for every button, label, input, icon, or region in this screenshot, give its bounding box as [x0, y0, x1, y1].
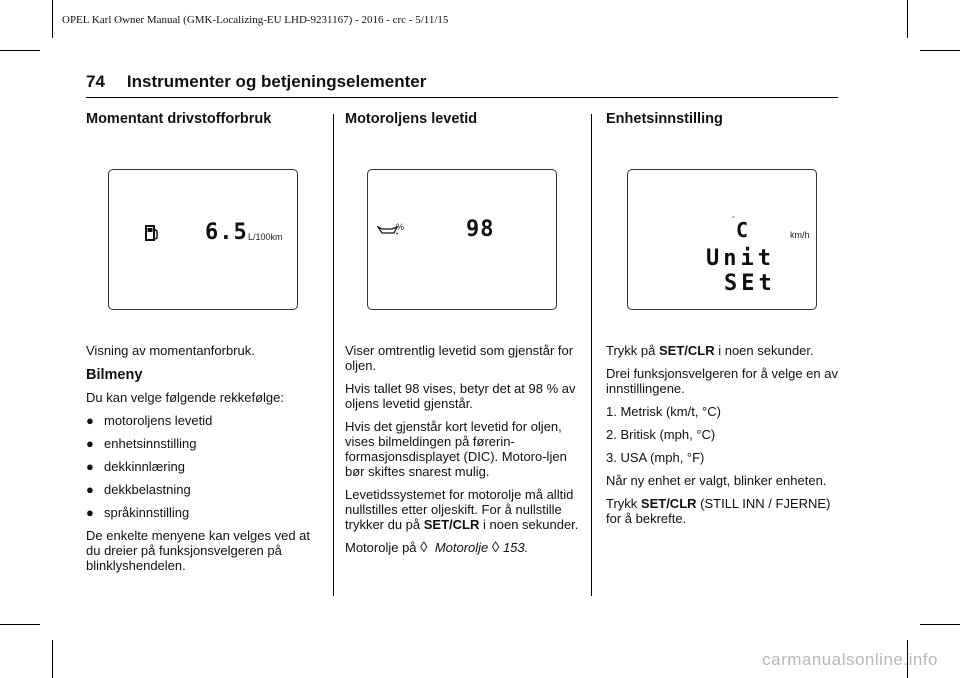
page-heading	[86, 72, 426, 92]
bullet-icon: ●	[86, 505, 94, 520]
page-number: 74	[86, 72, 105, 91]
section-title: Enhetsinnstilling	[606, 111, 723, 127]
section-title: Motoroljens levetid	[345, 111, 478, 127]
column-unit-setting	[606, 110, 844, 128]
display-line1: Unit	[706, 246, 775, 271]
speed-unit: km/h	[790, 230, 810, 240]
bullet-icon: ●	[86, 413, 94, 428]
list-item: ● motoroljens levetid	[86, 413, 213, 428]
subsection-title: Bilmeny	[86, 367, 143, 383]
caption: Visning av momentanforbruk.	[86, 343, 255, 358]
display-line2: SEt	[724, 271, 776, 296]
list-item: ● språkinnstilling	[86, 505, 190, 520]
list-item: ● enhetsinnstilling	[86, 436, 197, 451]
key-label: SET/CLR	[423, 517, 480, 532]
crop-mark	[52, 640, 53, 678]
paragraph: Levetidssystemet for motorolje må alltid nullstilles etter oljeskift. For å nullstille trykker du på SET/CLR i noen sekunder.	[345, 487, 579, 532]
degree-sign: °	[732, 216, 735, 223]
list-item: ● dekkinnlæring	[86, 459, 185, 474]
paragraph: Trykk på SET/CLR i noen sekunder.	[606, 343, 814, 358]
watermark: carmanualsonline.info	[762, 650, 938, 669]
column-fuel-consumption	[86, 110, 324, 128]
cross-reference: Motorolje på ◊ Motorolje ◊ 153.	[345, 539, 529, 556]
option-item: 3. USA (mph, °F)	[606, 450, 705, 465]
intro-text: Du kan velge følgende rekkefølge:	[86, 390, 284, 405]
crop-mark	[0, 50, 40, 51]
fuel-value: 6.5	[205, 220, 248, 245]
column-divider	[591, 114, 592, 596]
paragraph: Viser omtrentlig levetid som gjenstår for oljen.	[345, 343, 574, 373]
fuel-display-illustration	[108, 169, 298, 310]
oil-life-value: 98	[466, 217, 495, 242]
fuel-pump-icon	[145, 224, 159, 242]
crop-mark	[920, 624, 960, 625]
key-label: SET/CLR	[658, 343, 715, 358]
reference-page[interactable]: 153	[502, 540, 525, 555]
percent-sign: %	[396, 222, 405, 232]
bullet-icon: ●	[86, 459, 94, 474]
column-unit-text	[606, 343, 842, 534]
unit-display-illustration	[627, 169, 817, 310]
crop-mark	[52, 0, 53, 38]
reference-icon: ◊	[491, 539, 500, 556]
paragraph: Hvis det gjenstår kort levetid for oljen, vises bilmeldingen på førerin-formasjonsdisplayet (DIC). Motoro-ljen bør skiftes snarest mulig.	[345, 419, 567, 479]
paragraph: Når ny enhet er valgt, blinker enheten.	[606, 473, 827, 488]
section-title: Momentant drivstofforbruk	[86, 111, 272, 127]
column-fuel-text	[86, 343, 324, 581]
paragraph: Hvis tallet 98 vises, betyr det at 98 % av oljens levetid gjenstår.	[345, 381, 576, 411]
reference-icon: ◊	[420, 539, 428, 556]
paragraph: Trykk SET/CLR (STILL INN / FJERNE) for å bekrefte.	[606, 496, 831, 526]
option-item: 2. Britisk (mph, °C)	[606, 427, 716, 442]
column-oil-text	[345, 343, 581, 563]
column-divider	[333, 114, 334, 596]
closing-text: De enkelte menyene kan velges ved at du dreier på funksjonsvelgeren på blinklyshendelen.	[86, 528, 311, 573]
oil-display-illustration	[367, 169, 557, 310]
document-info: OPEL Karl Owner Manual (GMK-Localizing-EU LHD-9231167) - 2016 - crc - 5/11/15	[62, 14, 449, 26]
reference-link[interactable]: Motorolje	[434, 540, 489, 555]
crop-mark	[907, 0, 908, 38]
bullet-icon: ●	[86, 436, 94, 451]
list-item: ● dekkbelastning	[86, 482, 191, 497]
crop-mark	[0, 624, 40, 625]
paragraph: Drei funksjonsvelgeren for å velge en av innstillingene.	[606, 366, 838, 396]
column-oil-life	[345, 110, 583, 128]
option-item: 1. Metrisk (km/t, °C)	[606, 404, 721, 419]
chapter-title: Instrumenter og betjeningselementer	[126, 72, 427, 91]
crop-mark	[920, 50, 960, 51]
fuel-unit: L/100km	[248, 232, 283, 242]
header-rule	[86, 97, 838, 98]
key-label: SET/CLR	[640, 496, 697, 511]
bullet-icon: ●	[86, 482, 94, 497]
temperature-unit: C	[736, 218, 750, 242]
